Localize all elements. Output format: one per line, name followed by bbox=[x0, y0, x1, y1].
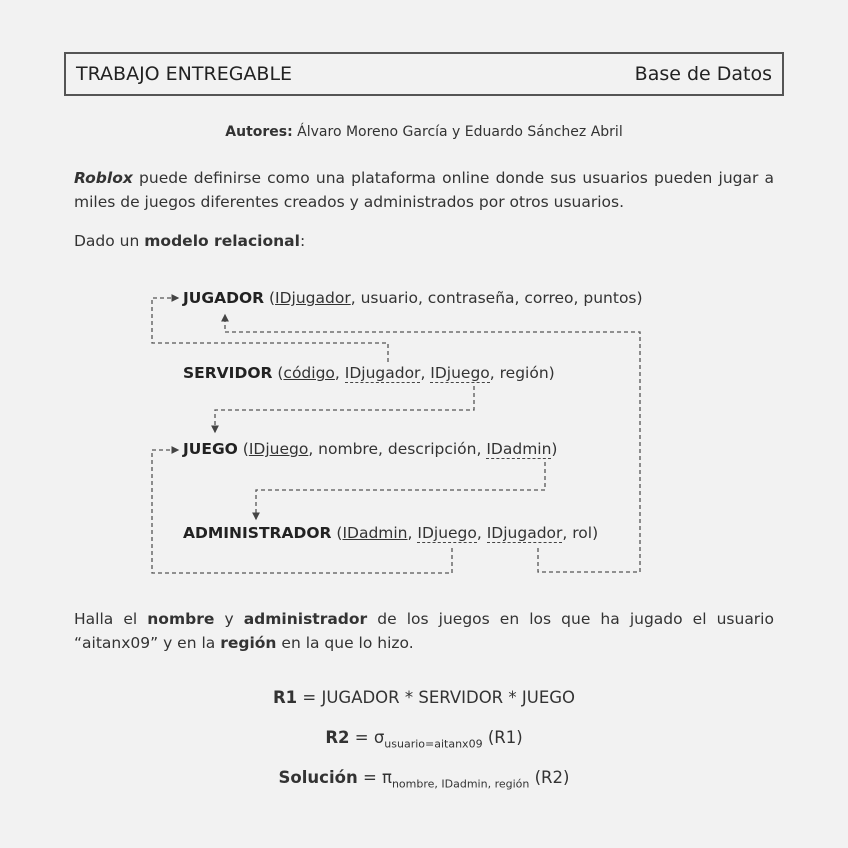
relation-servidor: SERVIDOR (código, IDjugador, IDjuego, región) bbox=[183, 364, 555, 382]
arrow-servidor-to-juego bbox=[215, 386, 474, 432]
equation-expr: = JUGADOR * SERVIDOR * JUEGO bbox=[302, 688, 576, 707]
relation-name: SERVIDOR bbox=[183, 364, 273, 382]
given-prefix: Dado un bbox=[74, 232, 140, 250]
equation-arg: (R2) bbox=[534, 768, 570, 787]
foreign-key: IDjugador bbox=[486, 524, 563, 542]
projection-operator: = π bbox=[362, 768, 392, 787]
projection-attributes: nombre, IDadmin, región bbox=[391, 777, 530, 791]
intro-text: puede definirse como una plataforma online donde sus usuarios pueden jugar a miles de juegos diferentes creados y administrados por otros usuarios. bbox=[74, 169, 774, 211]
selection-condition: usuario=aitanx09 bbox=[384, 737, 483, 751]
relation-name: JUGADOR bbox=[183, 289, 265, 307]
equation-label: R2 bbox=[325, 728, 350, 747]
equation-label: Solución bbox=[278, 768, 358, 787]
authors-label: Autores: bbox=[225, 124, 293, 140]
course-name: Base de Datos bbox=[634, 63, 772, 85]
relation-juego: JUEGO (IDjuego, nombre, descripción, IDadmin) bbox=[183, 440, 558, 458]
primary-key: IDadmin bbox=[342, 524, 408, 542]
document-title: TRABAJO ENTREGABLE bbox=[76, 63, 293, 85]
relation-jugador: JUGADOR (IDjugador, usuario, contraseña, correo, puntos) bbox=[183, 289, 643, 307]
given-bold: modelo relacional bbox=[144, 232, 300, 250]
primary-key: código bbox=[283, 364, 335, 382]
question-paragraph: Halla el nombre y administrador de los juegos en los que ha jugado el usuario “aitanx09” y en la región en la que lo hizo. bbox=[74, 610, 774, 652]
roblox-term: Roblox bbox=[74, 169, 133, 187]
equation-r1 bbox=[0, 688, 848, 707]
foreign-key: IDjuego bbox=[430, 364, 490, 382]
foreign-key: IDjugador bbox=[344, 364, 421, 382]
equation-r2 bbox=[0, 728, 848, 750]
arrow-servidor-to-jugador bbox=[152, 298, 388, 362]
given-suffix: : bbox=[299, 232, 306, 250]
equation-solution bbox=[0, 768, 848, 790]
foreign-key: IDadmin bbox=[486, 440, 552, 458]
primary-key: IDjugador bbox=[275, 289, 351, 307]
relation-administrador: ADMINISTRADOR (IDadmin, IDjuego, IDjugador, rol) bbox=[183, 524, 599, 542]
equation-label: R1 bbox=[272, 688, 298, 707]
arrow-admin-to-juego bbox=[152, 450, 452, 573]
primary-key: IDjuego bbox=[248, 440, 309, 458]
equation-arg: (R1) bbox=[487, 728, 523, 747]
relation-name: JUEGO bbox=[183, 440, 238, 458]
selection-operator: = σ bbox=[354, 728, 385, 747]
authors-names: Álvaro Moreno García y Eduardo Sánchez Abril bbox=[297, 124, 623, 140]
arrow-juego-to-admin bbox=[256, 462, 545, 519]
foreign-key: IDjuego bbox=[417, 524, 477, 542]
relation-name: ADMINISTRADOR bbox=[183, 524, 332, 542]
